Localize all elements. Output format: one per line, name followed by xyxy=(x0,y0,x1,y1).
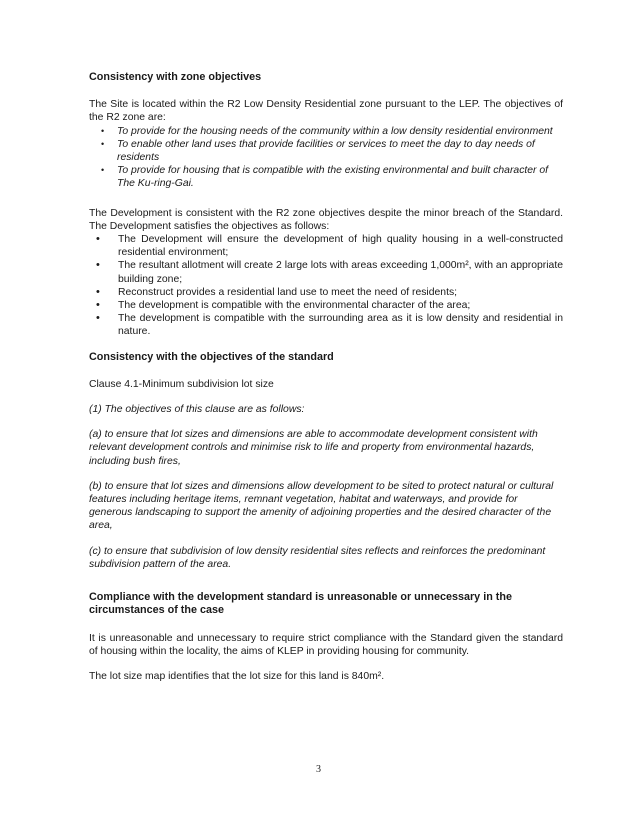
compliance-paragraph: It is unreasonable and unnecessary to require strict compliance with the Standard given the standard of housing within the locality, the aims of KLEP in providing housing for community. xyxy=(89,632,563,657)
consistency-paragraph: The Development is consistent with the R2 zone objectives despite the minor breach of the Standard. The Development satisfies the objectives as follows: xyxy=(89,207,563,232)
list-item xyxy=(96,259,563,285)
list-item xyxy=(96,233,563,259)
bullet-icon: • xyxy=(96,312,100,325)
list-item-text: To enable other land uses that provide facilities or services to meet the day to day needs of residents xyxy=(117,138,535,164)
list-item-text: Reconstruct provides a residential land use to meet the need of residents; xyxy=(118,286,458,298)
list-item-text: The resultant allotment will create 2 large lots with areas exceeding 1,000m², with an appropriate building zone; xyxy=(118,260,563,285)
list-item xyxy=(101,138,563,164)
section-heading-compliance: Compliance with the development standard is unreasonable or unnecessary in the circumstances of the case xyxy=(89,591,512,617)
list-item xyxy=(96,299,563,312)
bullet-icon: • xyxy=(96,285,100,298)
section-heading-zone-objectives: Consistency with zone objectives xyxy=(89,71,262,83)
list-item xyxy=(101,164,563,190)
list-item-text: The development is compatible with the surrounding area as it is low density and residential in nature. xyxy=(118,313,563,338)
zone-intro-paragraph: The Site is located within the R2 Low Density Residential zone pursuant to the LEP. The objectives of the R2 zone are: xyxy=(89,99,563,124)
list-item-text: The Development will ensure the development of high quality housing in a well-constructed residential environment; xyxy=(118,234,563,259)
list-item xyxy=(96,312,563,338)
bullet-icon: • xyxy=(101,138,105,149)
list-item-text: To provide for housing that is compatible with the existing environmental and built character of The Ku-ring-Gai. xyxy=(117,165,549,190)
list-item-text: To provide for the housing needs of the community within a low density residential environment xyxy=(117,125,553,137)
section-heading-standard-objectives: Consistency with the objectives of the standard xyxy=(89,350,334,363)
clause-objectives-intro: (1) The objectives of this clause are as follows: xyxy=(89,404,305,416)
bullet-icon: • xyxy=(101,125,105,136)
lot-size-paragraph: The lot size map identifies that the lot size for this land is 840m². xyxy=(89,670,385,682)
zone-objectives-list xyxy=(89,125,563,191)
clause-item-c: (c) to ensure that subdivision of low density residential sites reflects and reinforces the predominant subdivision pattern of the area. xyxy=(89,545,546,570)
page-number: 3 xyxy=(316,764,321,775)
bullet-icon: • xyxy=(96,259,100,272)
list-item xyxy=(96,285,563,299)
list-item xyxy=(101,125,563,138)
clause-item-b: (b) to ensure that lot sizes and dimensions allow development to be sited to protect natural or cultural features including heritage items, remnant vegetation, habitat and waterways, and provide for generous landscaping to support the amenity of adjoining properties and the desired character of the area, xyxy=(89,480,554,532)
clause-title: Clause 4.1-Minimum subdivision lot size xyxy=(89,378,274,390)
list-item-text: The development is compatible with the environmental character of the area; xyxy=(118,300,471,312)
document-body xyxy=(89,71,563,683)
bullet-icon: • xyxy=(96,233,100,246)
bullet-icon: • xyxy=(101,165,105,176)
bullet-icon: • xyxy=(96,299,100,312)
objectives-satisfied-list xyxy=(89,233,563,339)
clause-item-a: (a) to ensure that lot sizes and dimensions are able to accommodate development consistent with relevant development controls and minimise risk to life and property from environmental hazards, including bush fires, xyxy=(89,429,538,467)
